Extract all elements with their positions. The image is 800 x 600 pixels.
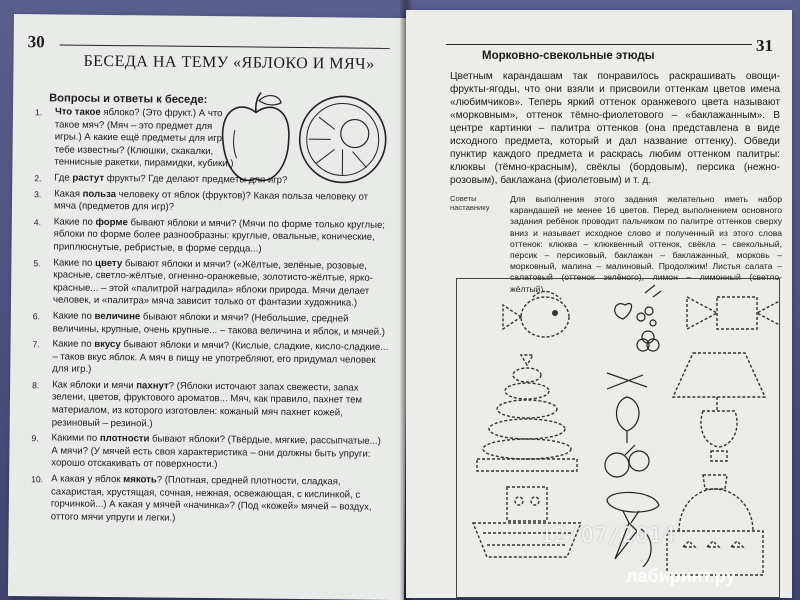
question-keyword: форме xyxy=(95,216,128,228)
peach xyxy=(605,453,629,477)
coloring-illustrations xyxy=(457,279,779,597)
right-page xyxy=(406,10,792,598)
question-text: бывают яблоки и мячи? (Кислые, сладкие, кисло-сладкие... – таков вкус яблок. А мяч в пищу не употребляют, его придумал человек для игр.) xyxy=(52,339,389,376)
question-text: бывают яблоки и мячи? (Небольшие, средней величины, крупные, очень крупные... – такова величина и яблок, и мячей.) xyxy=(52,311,385,338)
question-text: Какими по xyxy=(51,432,100,445)
fish-outline xyxy=(503,291,569,337)
question-item xyxy=(31,216,391,258)
coloring-frame xyxy=(456,278,780,598)
question-text: Какие по xyxy=(53,256,96,269)
question-text: человеку от яблок (фруктов)? Какая польза человеку от мяча (предметов для игр)? xyxy=(53,188,369,213)
task-paragraph: Цветным карандашам так понравилось раскрашивать овощи-фрукты-ягоды, что они взяли и присвоили оттенкам цветов имена «любимчиков». Теперь яркий оттенок оранжевого цвета называют «морковным», оттенок тёмно-фиолетового – «баклажанным». В центре картинки – палитра оттенков (она представлена в виде исходного предмета, который и дал название оттенку). Обведи пунктир каждого предмета и раскрась любим оттенком палитры: клюквы (тёмно-красным), свёклы (бордовым), персика (нежно-розовым), баклажана (фиолетовым) и т. д. xyxy=(450,71,780,186)
page-title: БЕСЕДА НА ТЕМУ «ЯБЛОКО И МЯЧ» xyxy=(83,52,375,73)
question-number: 2. xyxy=(34,173,42,184)
question-text: Как яблоки и мячи xyxy=(52,379,137,392)
question-keyword: мякоть xyxy=(123,474,157,486)
beet xyxy=(617,397,640,431)
pyramid-toy-outline xyxy=(477,355,577,471)
page-number-left: 30 xyxy=(27,32,45,52)
advice-text: Для выполнения этого задания желательно иметь набор карандашей не менее 16 цветов. Перед выполнением основного задания ребёнок проводит пальчиком по палитре оттенков сверху вниз и называет исходное слово и полученный из этого слова оттенок: клюква – клюквенный оттенок, свёкла – свекольный, персик – персиковый, баклажан – баклажанный, морковь – морковный, малина – малиновый. Продолжим! Листья салата – салатовый (оттенок зелёного), лимон – лимонный (светло-жёлтый)... xyxy=(510,194,782,294)
question-text: ? (Плотная, средней плотности, сладкая, сахаристая, хрустящая, сочная, нежная, освежающая, с кислинкой, с горчинкой...) А какая у мячей «начинка»? (Под «кожей» мячей – воздух, оттого мячи упруги и легки.) xyxy=(50,474,372,524)
question-keyword: цвету xyxy=(95,257,123,269)
eggplant xyxy=(607,492,659,512)
watermark: лабиринт.ру xyxy=(626,566,736,586)
question-item xyxy=(31,257,392,311)
question-keyword: Что такое xyxy=(54,106,101,118)
question-item xyxy=(30,338,390,380)
lamp-outline xyxy=(673,353,765,461)
question-number: 8. xyxy=(32,380,40,391)
question-text: Где xyxy=(54,172,73,184)
question-item xyxy=(29,473,390,527)
question-keyword: растут xyxy=(72,172,105,184)
question-number: 9. xyxy=(31,433,39,444)
question-item xyxy=(32,106,235,171)
question-text: Какие по xyxy=(53,216,96,228)
cranberry-leaf xyxy=(615,304,632,319)
page-number-right: 31 xyxy=(756,36,773,55)
question-text: фрукты? Где делают предметы для игр? xyxy=(104,172,288,186)
question-keyword: польза xyxy=(82,188,117,200)
question-number: 7. xyxy=(32,339,40,350)
beet-leaves xyxy=(607,373,647,389)
question-text: Какая xyxy=(54,187,83,200)
question-keyword: величине xyxy=(94,310,141,323)
question-number: 6. xyxy=(32,311,41,322)
question-text: Какие по xyxy=(52,338,95,350)
question-item xyxy=(32,188,392,217)
question-number: 5. xyxy=(33,257,41,268)
left-page xyxy=(8,14,410,600)
question-keyword: вкусу xyxy=(94,338,121,351)
qa-heading: Вопросы и ответы к беседе: xyxy=(49,92,208,107)
date-stamp: 12/07/2014 xyxy=(540,523,677,547)
question-keyword: плотности xyxy=(99,433,150,445)
question-text: Какие по xyxy=(52,310,95,322)
question-item xyxy=(31,310,391,339)
question-text: бывают яблоки? (Твёрдые, мягкие, рассыпчатые...) А мячи? (У мячей есть своя характеристика – они должны быть упруги: хорошо отскакивать от поверхности.) xyxy=(51,433,381,471)
jar-outline xyxy=(667,475,763,575)
header-rule xyxy=(446,44,752,45)
question-text: яблоко? (Это фрукт.) А что такое мяч? (Мяч – это предмет для игры.) А какие ещё предметы для игр тебе известны? (Клюшки, скакалки, теннисные ракетки, пирамидки, кубики.) xyxy=(54,106,234,170)
question-number: 3. xyxy=(34,188,42,199)
question-text: ? (Яблоки источают запах свежести, запах зелени, цветов, фруктового ароматов... Мяч, как правило, пахнет тем материалом, из которого изготовлен: кожаный мяч пахнет кожей, резиновый – резиной.) xyxy=(51,380,363,430)
question-number: 1. xyxy=(34,107,43,118)
question-item xyxy=(29,432,389,474)
question-text: А какая у яблок xyxy=(51,473,124,486)
question-number: 10. xyxy=(31,474,44,485)
questions-list xyxy=(29,106,393,530)
question-text: бывают яблоки и мячи? («Жёлтые, зелёные, розовые, красные, светло-жёлтые, огненно-оранжевые, золотисто-жёлтые, ярко-красные... – этой «палитрой наградила» яблоки природа. Мячи делает человек, и «палитра» мяча зависит только от фантазии художника.) xyxy=(52,257,373,309)
candy-outline xyxy=(687,297,779,329)
header-rule xyxy=(60,44,390,48)
advice-label: Советы наставнику xyxy=(450,194,490,212)
question-keyword: пахнут xyxy=(136,380,169,392)
question-text: бывают яблоки и мячи? (Мячи по форме только круглые; яблоки по форме более разнообразны: круглые, овальные, конические, приплюснутые, ребристые, в форме сердца...) xyxy=(53,216,386,255)
question-item xyxy=(30,379,391,433)
question-item xyxy=(32,172,392,188)
question-number: 4. xyxy=(33,216,42,228)
section-title: Морковно-свекольные этюды xyxy=(482,50,655,62)
